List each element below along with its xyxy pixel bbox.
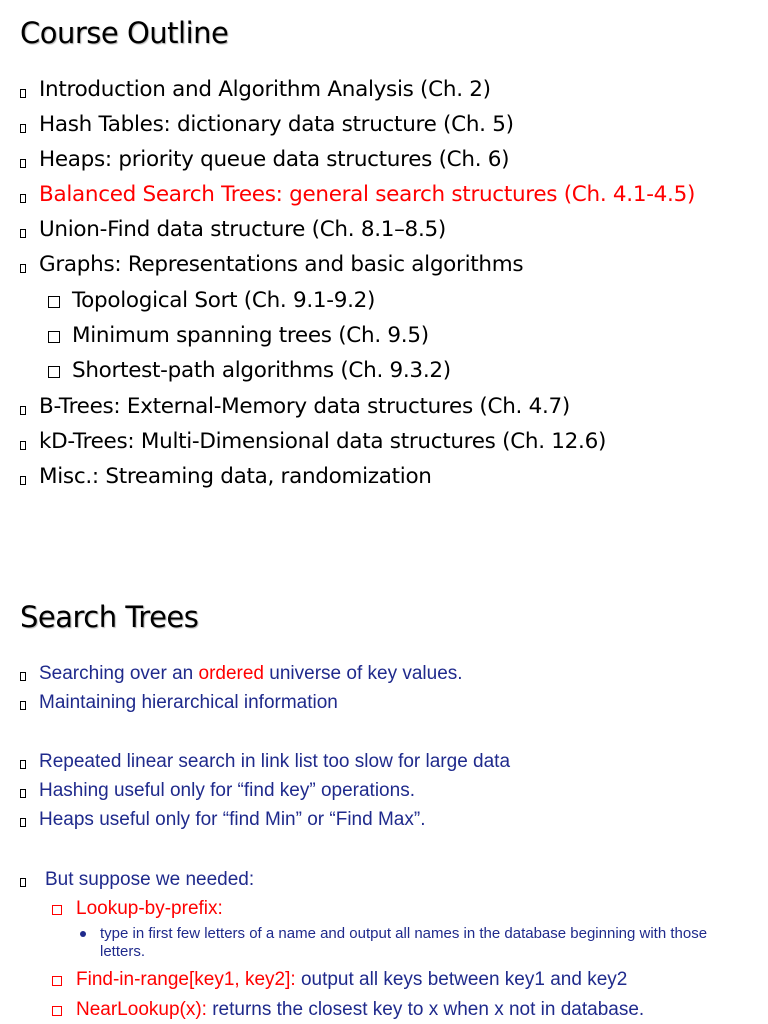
bullet-icon [20,818,26,827]
bullet-icon [20,878,26,887]
square-bullet-icon [48,331,60,343]
course-outline-slide: Course Outline Introduction and Algorithm Analysis (Ch. 2) Hash Tables: dictionary data structure (Ch. 5) Heaps: priority queue data structures (Ch. 6) Balanced Search Trees: general search structures (Ch. 4.1-4.5) Union-Find data structure (Ch. 8.1–8.5) Graphs: Representations and basic algorithms Topological Sort (Ch. 9.1-9.2) Minimum spanning trees (Ch. 9.5) Shortest-path algorithms (Ch. 9.3.2) B-Trees: External-Memory data structures (Ch. 4.7) kD-Trees: Multi-Dimensional data structures (Ch. 12.6) Misc.: Streaming data, randomization [20,16,696,489]
page-title: Course Outline [20,16,229,50]
bullet-icon [20,264,26,273]
bullet-icon [20,441,26,450]
bullet-icon [20,760,26,769]
square-bullet-icon [52,1006,62,1016]
bullet-icon [20,229,26,238]
bullet-icon [20,124,26,133]
square-bullet-icon [52,976,62,986]
bullet-icon [20,406,26,415]
bullet-icon [20,672,26,681]
bullet-icon [20,89,26,98]
square-bullet-icon [48,296,60,308]
search-trees-slide: Search Trees Searching over an ordered universe of key values. Maintaining hierarchical information Repeated linear search in link list too slow for large data Hashing useful only for “find key” operations. Heaps useful only for “find Min” or “Find Max”. But suppose we needed: Lookup-by-prefix: type in first few letters of a name and output all names in the database beginning with those letters. Find-in-range[key1, key2]: output all keys between key1 and key2 NearLookup(x): returns the closest key to x when x not in database. [20,600,708,1020]
square-bullet-icon [52,905,62,915]
square-bullet-icon [48,366,60,378]
bullet-icon [20,159,26,168]
page-title: Search Trees [20,600,199,634]
dot-bullet-icon [80,931,86,937]
bullet-icon [20,701,26,710]
bullet-icon [20,194,26,203]
bullet-icon [20,476,26,485]
bullet-icon [20,789,26,798]
